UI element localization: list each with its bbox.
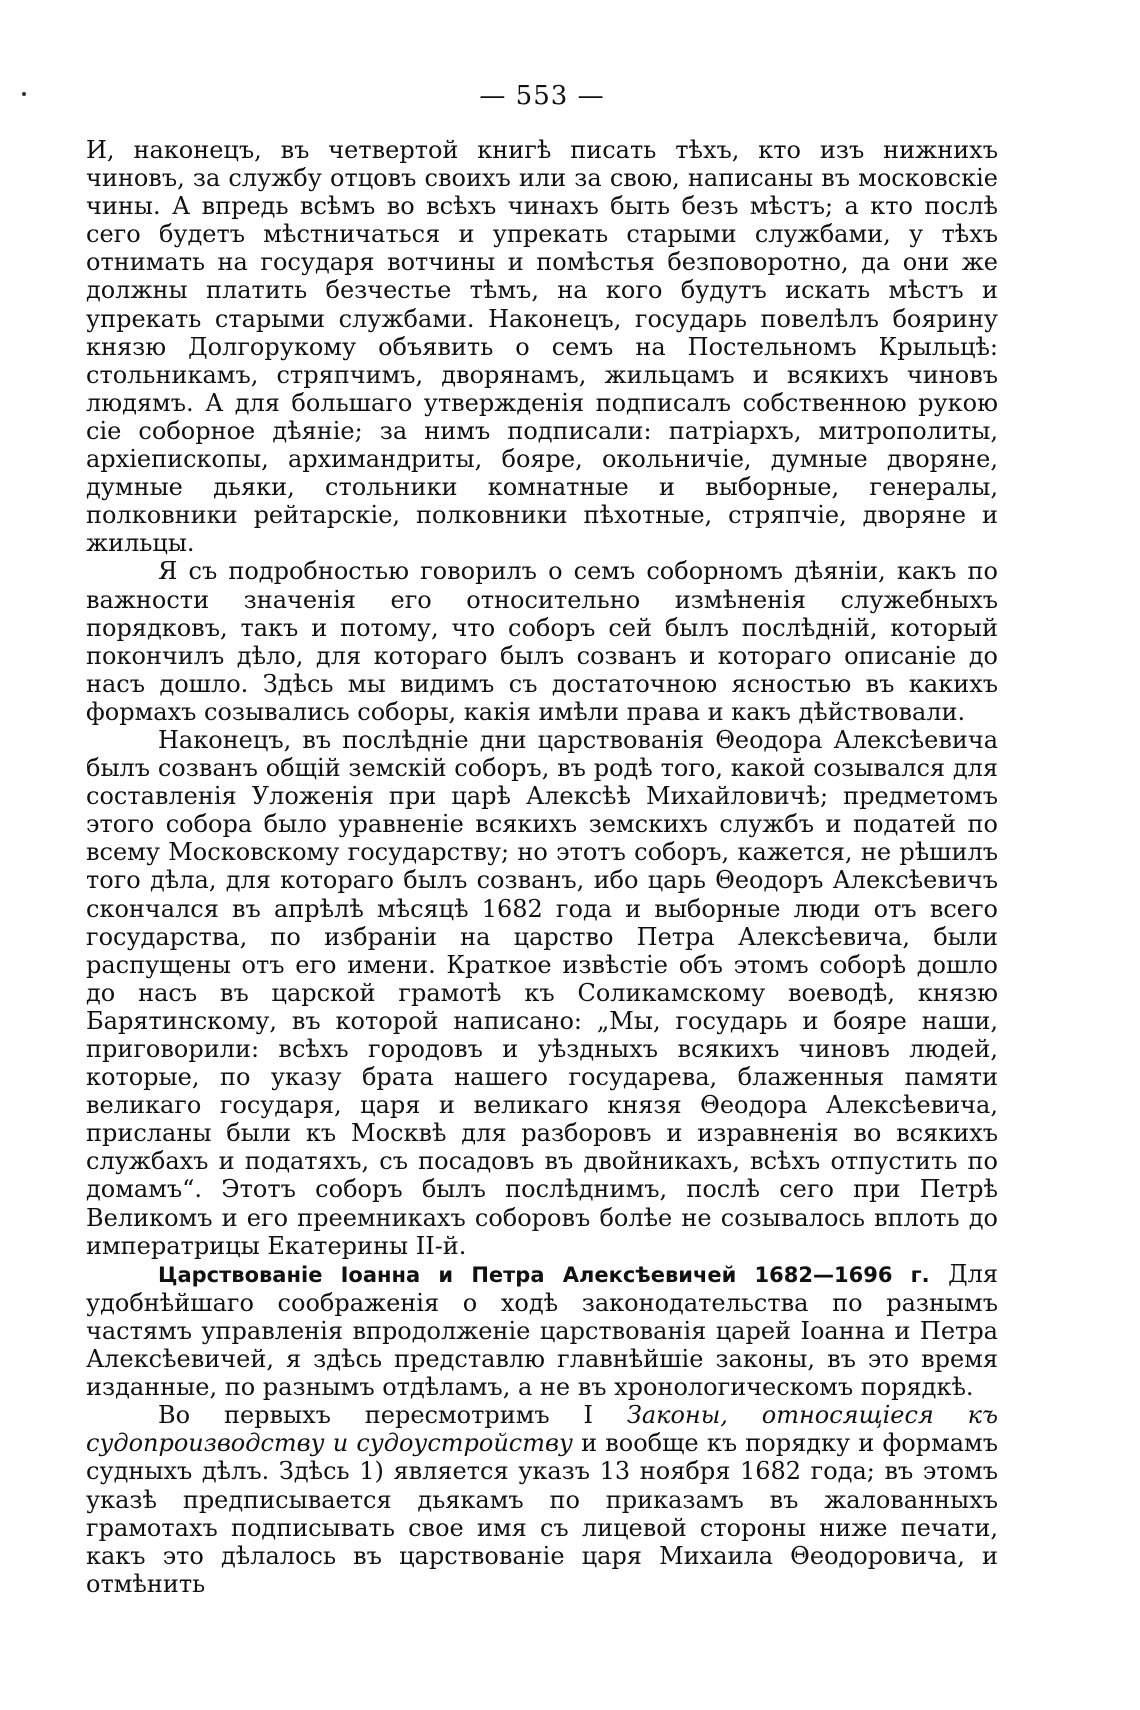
paragraph-4: [86, 1260, 998, 1401]
paragraph-5: [86, 1401, 998, 1598]
paragraph-1-text: И, наконецъ, въ четвертой книгѣ писать тѣхъ, кто изъ нижнихъ чиновъ, за службу отцовъ своихъ или за свою, написаны въ московскіе чины. А впредь всѣмъ во всѣхъ чинахъ быть безъ мѣстъ; а кто послѣ сего будетъ мѣстничаться и упрекать старыми службами, у тѣхъ отнимать на государя вотчины и помѣстья безповоротно, да они же должны платить безчестье тѣмъ, на кого будутъ искать мѣстъ и упрекать старыми службами. Наконецъ, государь повелѣлъ боярину князю Долгорукому объявить о семъ на Постельномъ Крыльцѣ: стольникамъ, стряпчимъ, дворянамъ, жильцамъ и всякихъ чиновъ людямъ. А для большаго утвержденія подписалъ собственною рукою сіе соборное дѣяніе; за нимъ подписали: патріархъ, митрополиты, архіепископы, архимандриты, бояре, окольничіе, думные дворяне, думные дьяки, стольники комнатные и выборные, генералы, полковники рейтарскіе, полковники пѣхотные, стряпчіе, дворяне и жильцы.: [86, 136, 998, 558]
section-heading: Царствованіе Іоанна и Петра Алексѣевичей 1682—1696 г.: [158, 1262, 930, 1287]
paragraph-1: [86, 136, 998, 557]
paragraph-5-lead: Во первыхъ пересмотримъ I: [158, 1401, 627, 1430]
paragraph-5-text: и вообще къ порядку и формамъ судныхъ дѣлъ. Здѣсь 1) является указъ 13 ноября 1682 года; въ этомъ указѣ предписывается дьякамъ по приказамъ въ жалованныхъ грамотахъ подписывать свое имя съ лицевой стороны ниже печати, какъ это дѣлалось въ царствованіе царя Михаила Θеодоровича, и отмѣнить: [86, 1429, 998, 1598]
paragraph-2: [86, 557, 998, 726]
scan-dot: [22, 92, 26, 96]
page-number: — 553 —: [479, 81, 605, 111]
document-page: [86, 78, 998, 1598]
paragraph-3: [86, 726, 998, 1260]
paragraph-5-italic: Законы, относящіеся къ судопроизводству и судоустройству: [86, 1401, 998, 1458]
paragraph-4-text: Для удобнѣйшаго соображенія о ходѣ законодательства по разнымъ частямъ управленія впродолженіе царствованія царей Іоанна и Петра Алексѣевичей, я здѣсь представлю главнѣйшіе законы, въ это время изданные, по разнымъ отдѣламъ, а не въ хронологическомъ порядкѣ.: [86, 1259, 998, 1402]
paragraph-3-text: Наконецъ, въ послѣдніе дни царствованія Θеодора Алексѣевича былъ созванъ общій земскій соборъ, въ родѣ того, какой созывался для составленія Уложенія при царѣ Алексѣѣ Михайловичѣ; предметомъ этого собора было уравненіе всякихъ земскихъ службъ и податей по всему Московскому государству; но этотъ соборъ, кажется, не рѣшилъ того дѣла, для котораго былъ созванъ, ибо царь Θеодоръ Алексѣевичъ скончался въ апрѣлѣ мѣсяцѣ 1682 года и выборные люди отъ всего государства, по избраніи на царство Петра Алексѣевича, были распущены отъ его имени. Краткое извѣстіе объ этомъ соборѣ дошло до насъ въ царской грамотѣ къ Соликамскому воеводѣ, князю Барятинскому, въ которой написано: „Мы, государь и бояре наши, приговорили: всѣхъ городовъ и уѣздныхъ всякихъ чиновъ людей, которые, по указу брата нашего государева, блаженныя памяти великаго государя, царя и великаго князя Θеодора Алексѣевича, присланы были къ Москвѣ для разборовъ и изравненія во всякихъ службахъ и податяхъ, съ посадовъ въ двойникахъ, всѣхъ отпустить по домамъ“. Этотъ соборъ былъ послѣднимъ, послѣ сего при Петрѣ Великомъ и его преемникахъ соборовъ болѣе не созывалось вплоть до императрицы Екатерины II-й.: [86, 725, 998, 1260]
paragraph-2-text: Я съ подробностью говорилъ о семъ соборномъ дѣяніи, какъ по важности значенія его относительно измѣненія служебныхъ порядковъ, такъ и потому, что соборъ сей былъ послѣдній, который покончилъ дѣло, для котораго былъ созванъ и котораго описаніе до насъ дошло. Здѣсь мы видимъ съ достаточною ясностью въ какихъ формахъ созывались соборы, какія имѣли права и какъ дѣйствовали.: [86, 557, 998, 726]
